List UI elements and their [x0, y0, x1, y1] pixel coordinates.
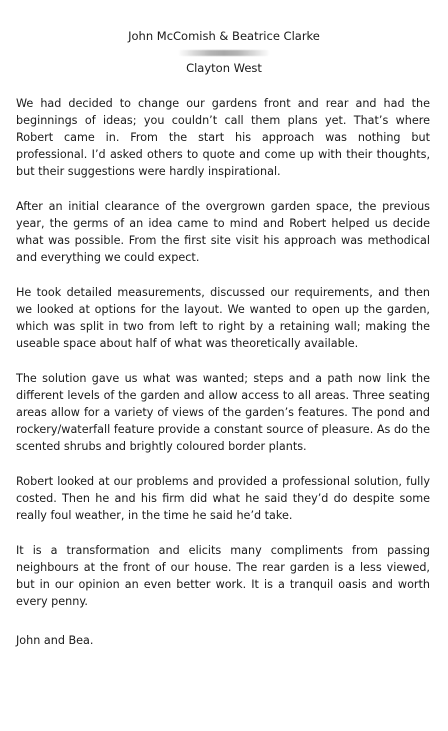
authors-line: John McComish & Beatrice Clarke: [128, 29, 320, 43]
letter-header: [0, 28, 448, 76]
signoff: John and Bea.: [16, 634, 94, 647]
paragraph-3: He took detailed measurements, discussed our requirements, and then we looked at options for the layout. We wanted to open up the garden, which was split in two from left to right by a retaining wall; making the useable space about half of what was theoretically available.: [16, 286, 430, 350]
location-line: Clayton West: [186, 61, 262, 75]
testimonial-body: [16, 95, 430, 660]
paragraph-2: After an initial clearance of the overgrown garden space, the previous year, the germs of an idea came to mind and Robert helped us decide what was possible. From the first site visit his approach was methodical and everything we could expect.: [16, 200, 430, 264]
header-divider: [178, 50, 270, 56]
paragraph-4: The solution gave us what was wanted; steps and a path now link the different levels of the garden and allow access to all areas. Three seating areas allow for a variety of views of the garden’s features. The pond and rockery/waterfall feature provide a constant source of pleasure. As do the scented shrubs and brightly coloured border plants.: [16, 372, 430, 453]
paragraph-5: Robert looked at our problems and provided a professional solution, fully costed. Then he and his firm did what he said they’d do despite some really foul weather, in the time he said he’d take.: [16, 475, 430, 522]
paragraph-6: It is a transformation and elicits many compliments from passing neighbours at the front of our house. The rear garden is a less viewed, but in our opinion an even better work. It is a tranquil oasis and worth every penny.: [16, 544, 430, 608]
paragraph-1: We had decided to change our gardens front and rear and had the beginnings of ideas; you couldn’t call them plans yet. That’s where Robert came in. From the start his approach was nothing but professional. I’d asked others to quote and come up with their thoughts, but their suggestions were hardly inspirational.: [16, 97, 430, 178]
